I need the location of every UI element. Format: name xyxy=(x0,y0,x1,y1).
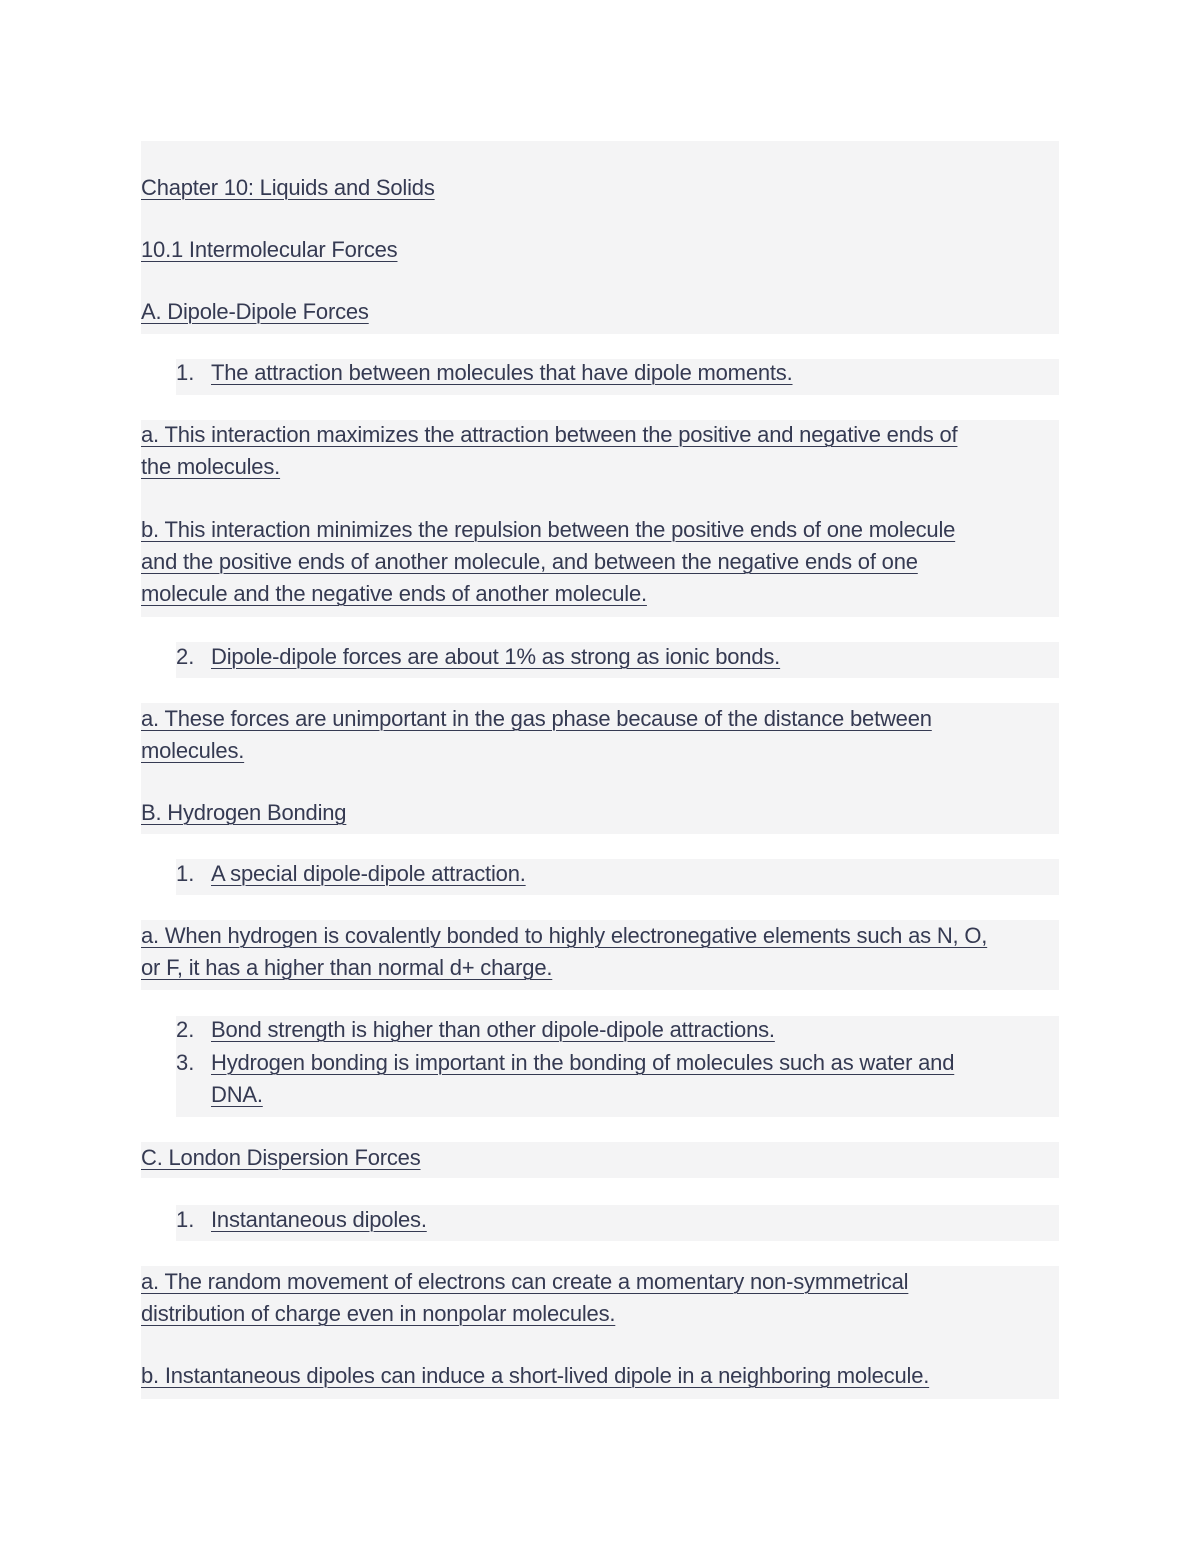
list-item-text: Bond strength is higher than other dipole-dipole attractions. xyxy=(211,1017,775,1042)
part-a-heading: A. Dipole-Dipole Forces xyxy=(141,299,369,324)
sub-point-b-cont: molecule and the negative ends of another molecule. xyxy=(141,581,647,606)
list-item-text: Instantaneous dipoles. xyxy=(211,1207,427,1232)
list-item-text: Hydrogen bonding is important in the bonding of molecules such as water and xyxy=(211,1050,955,1075)
part-b-heading: B. Hydrogen Bonding xyxy=(141,800,347,825)
sub-point-a-cont: distribution of charge even in nonpolar molecules. xyxy=(141,1301,616,1326)
list-number: 2. xyxy=(176,644,195,669)
sub-point-b-cont: and the positive ends of another molecule, and between the negative ends of one xyxy=(141,549,918,574)
list-item-text-cont: DNA. xyxy=(211,1082,263,1107)
sub-point-a-cont: molecules. xyxy=(141,738,245,763)
list-number: 1. xyxy=(176,360,195,385)
list-item-text: A special dipole-dipole attraction. xyxy=(211,861,526,886)
sub-point-a: a. These forces are unimportant in the gas phase because of the distance between xyxy=(141,706,932,731)
sub-point-b: b. This interaction minimizes the repulsion between the positive ends of one molecule xyxy=(141,517,956,542)
list-item-text: The attraction between molecules that have dipole moments. xyxy=(211,360,793,385)
sub-point-b: b. Instantaneous dipoles can induce a short-lived dipole in a neighboring molecule. xyxy=(141,1363,930,1388)
list-number: 1. xyxy=(176,861,195,886)
list-number: 1. xyxy=(176,1207,195,1232)
list-number: 2. xyxy=(176,1017,195,1042)
part-c-heading: C. London Dispersion Forces xyxy=(141,1145,421,1170)
sub-point-a: a. The random movement of electrons can create a momentary non-symmetrical xyxy=(141,1269,909,1294)
list-number: 3. xyxy=(176,1050,195,1075)
section-title: 10.1 Intermolecular Forces xyxy=(141,237,398,262)
sub-point-a: a. When hydrogen is covalently bonded to highly electronegative elements such as N, O, xyxy=(141,923,988,948)
list-item-text: Dipole-dipole forces are about 1% as strong as ionic bonds. xyxy=(211,644,781,669)
sub-point-a-cont: or F, it has a higher than normal d+ charge. xyxy=(141,955,553,980)
sub-point-a: a. This interaction maximizes the attraction between the positive and negative ends of xyxy=(141,422,958,447)
sub-point-a-cont: the molecules. xyxy=(141,454,281,479)
chapter-title: Chapter 10: Liquids and Solids xyxy=(141,175,435,200)
